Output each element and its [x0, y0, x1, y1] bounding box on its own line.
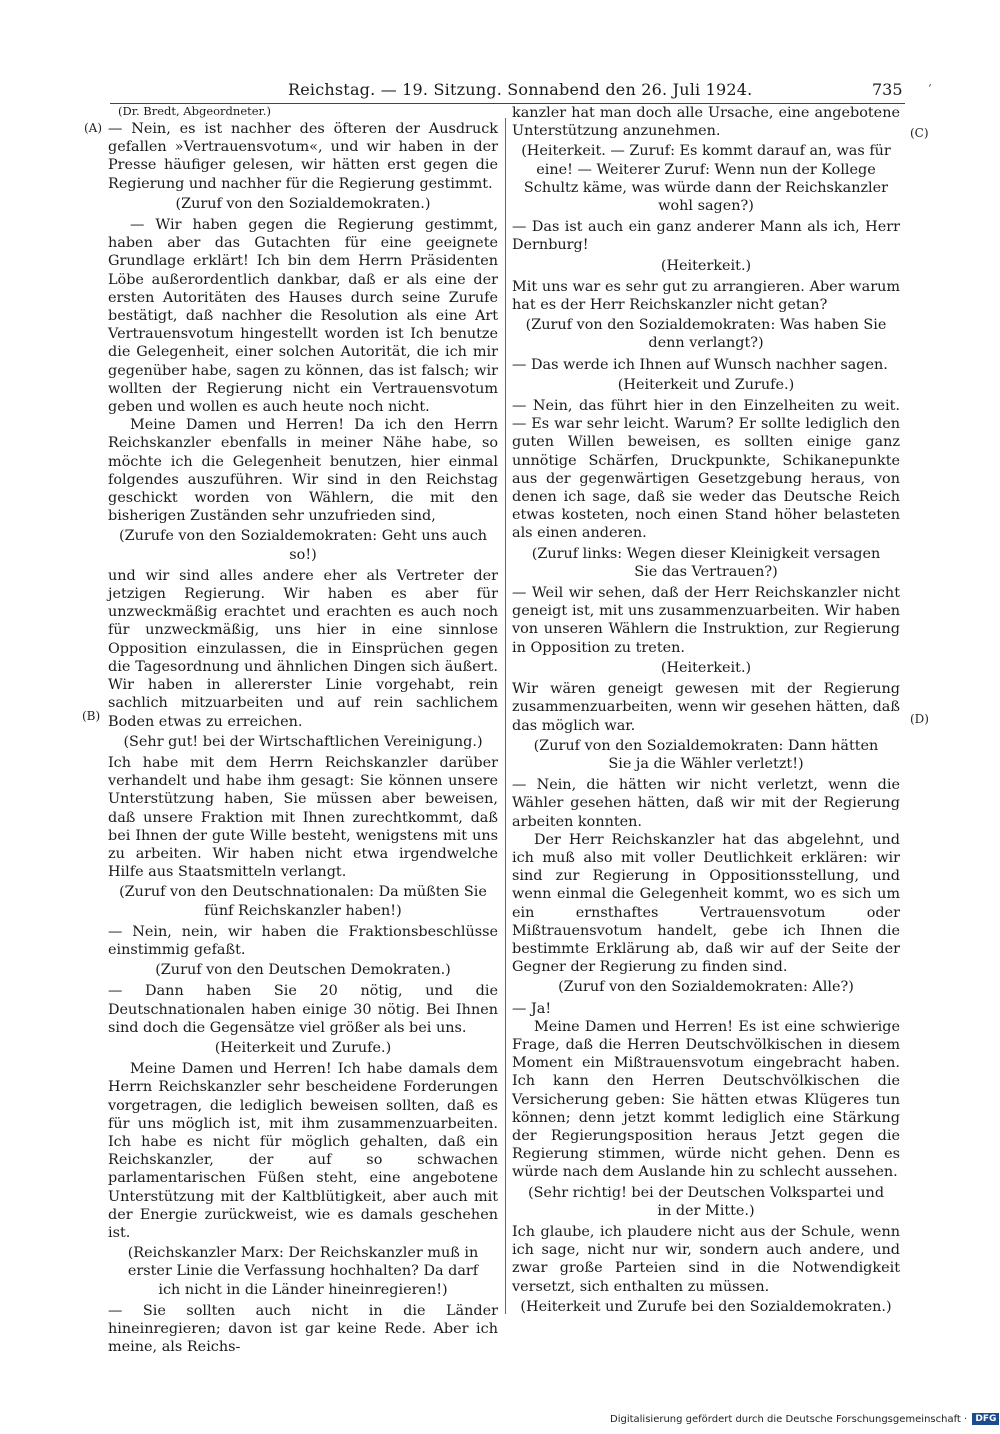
- paragraph: — Nein, das führt hier in den Einzelheiten zu weit. — Es war sehr leicht. Warum? Er sollte lediglich den guten Willen beweisen, es sollten einige ganz unnötige Schärfen, Druckpunkte, Schikanepunkte aus der gegenwärtigen Gesetzgebung heraus, von denen ich sage, daß sie weder das Deutsche Reich etwas kosteten, noch einen Stand höher belasteten als einen anderen.: [512, 398, 900, 542]
- paragraph: Ich habe mit dem Herrn Reichskanzler darüber verhandelt und habe ihm gesagt: Sie können unsere Unterstützung haben, Sie müssen aber beweisen, daß unsere Fraktion mit Ihnen zurechtkommt, daß bei Ihnen der gute Wille besteht, wenigstens mit uns zu arbeiten. Wir haben nicht etwa irgendwelche Hilfe aus Staatsmitteln verlangt.: [108, 754, 498, 881]
- paragraph: Meine Damen und Herren! Es ist eine schwierige Frage, daß die Herren Deutschvölkischen in diesem Moment ein Mißtrauensvotum eingebracht haben. Ich kann den Herren Deutschvölkischen die Versicherung geben: Sie hätten etwas Klügeres tun können; denn jetzt kommt lediglich eine Stärkung der Regierungsposition heraus Jetzt gegen die Regierung stimmen, würde nicht gehen. Denn es würde nach dem Auslande hin zu schlecht aussehen.: [512, 1018, 900, 1181]
- left-column: [108, 104, 498, 1356]
- paragraph: — Nein, es ist nachher des öfteren der Ausdruck gefallen »Vertrauensvotum«, und wir haben in der Presse häufiger gelesen, wir hätten erst gegen die Regierung und nachher für die Regierung gestimmt.: [108, 121, 498, 192]
- right-column: [512, 104, 900, 1319]
- paragraph: Meine Damen und Herren! Da ich den Herrn Reichskanzler ebenfalls in meiner Nähe habe, so möchte ich die Gelegenheit benutzen, hier einmal folgendes auszuführen. Wir sind in den Reichstag geschickt worden von Wählern, die mit den bisherigen Zuständen sehr unzufrieden sind,: [108, 417, 498, 525]
- paragraph: Ich glaube, ich plaudere nicht aus der Schule, wenn ich sage, nicht nur wir, sondern auch andere, und zwar große Parteien sind in die Notwendigkeit versetzt, sich enthalten zu müssen.: [512, 1223, 900, 1295]
- paragraph: — Ja!: [512, 1000, 552, 1017]
- paragraph: — Nein, nein, wir haben die Fraktionsbeschlüsse einstimmig gefaßt.: [108, 923, 498, 958]
- interjection: (Sehr gut! bei der Wirtschaftlichen Vereinigung.): [123, 733, 483, 750]
- page-header: [0, 80, 1000, 104]
- margin-marker-c: (C): [910, 126, 929, 140]
- paragraph: Meine Damen und Herren! Ich habe damals dem Herrn Reichskanzler sehr bescheidene Forderungen vorgetragen, die lediglich beweisen sollten, daß es für uns möglich ist, mit ihm zusammenzuarbeiten. Ich habe es nicht für möglich gehalten, daß ein Reichskanzler, der auf so schwachen parlamentarischen Füßen steht, eine angebotene Unterstützung mit der Kaltblütigkeit, aber auch mit der Energie zurückweist, wie es damals geschehen ist.: [108, 1061, 498, 1241]
- interjection: (Heiterkeit und Zurufe.): [617, 376, 795, 393]
- dfg-logo: DFG: [972, 1413, 999, 1425]
- paragraph: Der Herr Reichskanzler hat das abgelehnt, und ich muß also mit voller Deutlichkeit erklären: wir sind zur Regierung in Oppositionsstellung, und wenn einmal die Gelegenheit kommt, wo es sich um ein ernsthaftes Vertrauensvotum oder Mißtrauensvotum handelt, gebe ich Ihnen die bestimmte Erklärung ab, daß wir auf der Seite der Gegner der Regierung zu finden sind.: [512, 831, 900, 976]
- paragraph: — Sie sollten auch nicht in die Länder hineinregieren; davon ist gar keine Rede. Aber ich meine, als Reichs-: [108, 1302, 498, 1356]
- interjection: (Heiterkeit und Zurufe.): [214, 1039, 392, 1056]
- interjection: (Zuruf von den Sozialdemokraten: Alle?): [558, 979, 854, 996]
- interjection: (Heiterkeit und Zurufe bei den Sozialdemokraten.): [520, 1298, 892, 1315]
- paragraph: — Wir haben gegen die Regierung gestimmt, haben aber das Gutachten für eine geeignete Grundlage erklärt! Ich bin dem Herrn Präsidenten Löbe außerordentlich dankbar, daß er als eine der ersten Autoritäten des Hauses durch seine Zurufe bestätigt, daß nachher die Resolution als eine Art Vertrauensvotum hingestellt worden ist Ich benutze die Gelegenheit, einer solchen Autorität, die ich mir gegenüber habe, sagen zu können, das ist falsch; wir wollten der Regierung nicht ein Vertrauensvotum geben und wollen es auch heute noch nicht.: [108, 217, 498, 416]
- speaker-line: (Dr. Bredt, Abgeordneter.): [118, 104, 271, 118]
- interjection: (Zuruf von den Sozialdemokraten.): [175, 195, 431, 212]
- margin-marker-b: (B): [82, 709, 101, 723]
- paragraph: Wir wären geneigt gewesen mit der Regierung zusammenzuarbeiten, wenn wir gesehen hätten, daß das möglich war.: [512, 681, 900, 734]
- interjection: (Heiterkeit.): [660, 659, 752, 676]
- interjection: (Heiterkeit. — Zuruf: Es kommt darauf an, was für eine! — Weiterer Zuruf: Wenn nun der Kollege Schultz käme, was würde dann der Reichskanzler wohl sagen?): [521, 143, 891, 215]
- paragraph: kanzler hat man doch alle Ursache, eine angebotene Unterstützung anzunehmen.: [512, 105, 900, 140]
- paragraph: — Weil wir sehen, daß der Herr Reichskanzler nicht geneigt ist, mit uns zusammenzuarbeiten. Wir haben von unseren Wählern die Instruktion, zur Regierung in Opposition zu treten.: [512, 585, 900, 656]
- running-title: Reichstag. — 19. Sitzung. Sonnabend den 26. Juli 1924.: [288, 80, 753, 99]
- digitization-footer: [610, 1413, 999, 1425]
- corner-mark: ’: [928, 82, 932, 96]
- paragraph: — Nein, die hätten wir nicht verletzt, wenn die Wähler gesehen hätten, daß wir mit der Regierung arbeiten konnten.: [512, 777, 900, 830]
- interjection: (Zuruf von den Deutschen Demokraten.): [155, 962, 451, 979]
- interjection: (Sehr richtig! bei der Deutschen Volkspartei und in der Mitte.): [527, 1184, 885, 1219]
- column-separator: [505, 118, 506, 1314]
- paragraph: — Das ist auch ein ganz anderer Mann als ich, Herr Dernburg!: [512, 219, 900, 254]
- interjection: (Zuruf von den Deutschnationalen: Da müßten Sie fünf Reichskanzler haben!): [119, 884, 487, 919]
- interjection: (Zurufe von den Sozialdemokraten: Geht uns auch so!): [118, 528, 488, 563]
- interjection: (Zuruf von den Sozialdemokraten: Dann hätten Sie ja die Wähler verletzt!): [533, 737, 879, 772]
- interjection: (Reichskanzler Marx: Der Reichskanzler muß in erster Linie die Verfassung hochhalten? Da darf ich nicht in die Länder hineinregieren!): [127, 1245, 479, 1298]
- footer-text: Digitalisierung gefördert durch die Deutsche Forschungsgemeinschaft ·: [610, 1414, 968, 1425]
- interjection: (Zuruf links: Wegen dieser Kleinigkeit versagen Sie das Vertrauen?): [531, 545, 881, 580]
- margin-marker-d: (D): [910, 712, 929, 726]
- interjection: (Zuruf von den Sozialdemokraten: Was haben Sie denn verlangt?): [525, 317, 887, 352]
- margin-marker-a: (A): [84, 121, 103, 135]
- paragraph: — Dann haben Sie 20 nötig, und die Deutschnationalen haben einige 30 nötig. Bei Ihnen sind doch die Gegensätze viel größer als bei uns.: [108, 983, 498, 1036]
- paragraph: — Das werde ich Ihnen auf Wunsch nachher sagen.: [512, 356, 888, 373]
- page-number: 735: [872, 80, 903, 99]
- paragraph: Mit uns war es sehr gut zu arrangieren. Aber warum hat es der Herr Reichskanzler nicht getan?: [512, 278, 900, 314]
- paragraph: und wir sind alles andere eher als Vertreter der jetzigen Regierung. Wir haben es aber für unzweckmäßig erachtet und erachten es auch noch für unzweckmäßig, uns hier in eine sinnlose Opposition einzulassen, die in Einsprüchen gegen die Tagesordnung und ähnlichen Dingen sich äußert. Wir haben in allererster Linie vorgehabt, rein sachlich mitzuarbeiten und auf rein sachlichem Boden etwas zu erreichen.: [108, 567, 498, 730]
- interjection: (Heiterkeit.): [660, 257, 752, 274]
